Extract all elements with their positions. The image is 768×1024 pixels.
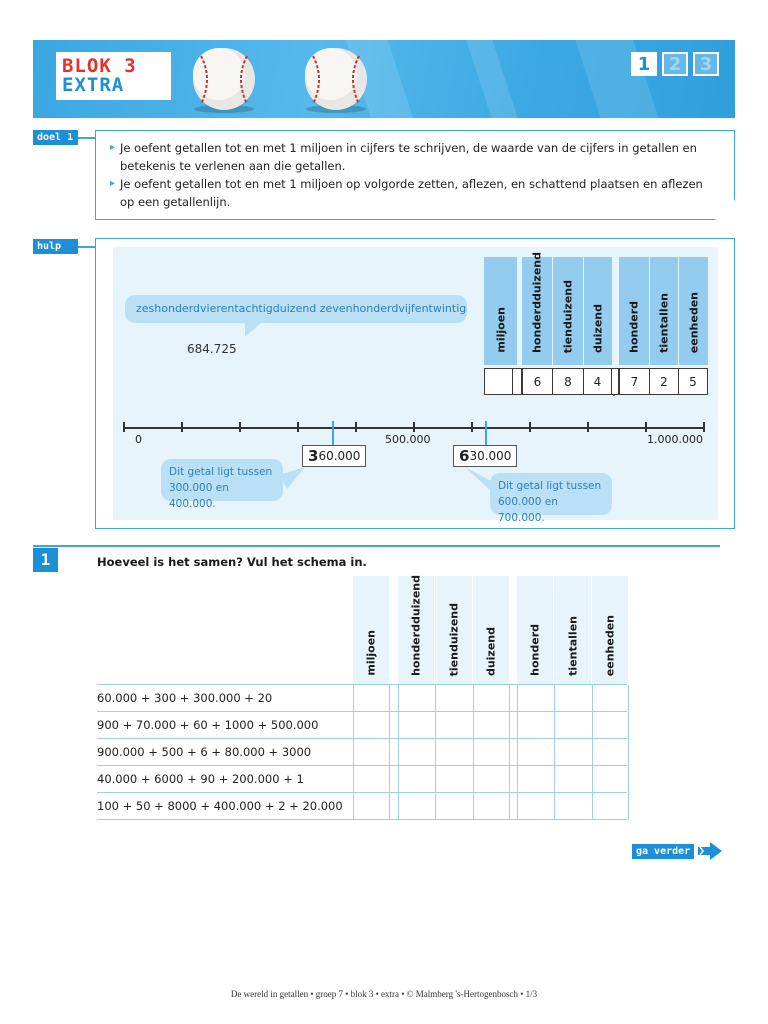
ex-column-header xyxy=(435,576,472,684)
row-expression: 100 + 50 + 8000 + 400.000 + 2 + 20.000 xyxy=(97,799,343,813)
answer-cell[interactable] xyxy=(474,766,509,792)
pv-cell: 4 xyxy=(584,368,612,395)
answer-cell[interactable] xyxy=(593,685,628,711)
ex-column-header xyxy=(398,576,434,684)
marker-rest-digits: 30.000 xyxy=(469,449,512,463)
ex-label-tientallen: tientallen xyxy=(566,616,579,676)
table-row xyxy=(97,793,627,820)
doel-connector xyxy=(78,137,95,139)
answer-cell-border xyxy=(509,766,510,793)
answer-cell-border xyxy=(509,685,510,712)
note-text: Dit getal ligt tussen 300.000 en 400.000. xyxy=(169,466,273,510)
number-line-tick xyxy=(297,422,299,432)
answer-cell-border xyxy=(628,793,629,820)
number-line-tick xyxy=(645,422,647,432)
answer-cell[interactable] xyxy=(354,739,389,765)
level-2: 2 xyxy=(662,52,688,76)
row-expression: 900.000 + 500 + 6 + 80.000 + 3000 xyxy=(97,745,312,759)
table-row xyxy=(97,766,627,793)
doel-box xyxy=(95,130,735,220)
pv-cell: 8 xyxy=(553,368,584,395)
ex-column-header xyxy=(473,576,509,684)
answer-cell-border xyxy=(509,739,510,766)
row-expression: 900 + 70.000 + 60 + 1000 + 500.000 xyxy=(97,718,319,732)
number-line-label-1000000: 1.000.000 xyxy=(647,433,703,446)
doel-item: ▸ Je oefent getallen tot en met 1 miljoen op volgorde zetten, aflezen, en schattend plaatsen en aflezen op een getallenlijn. xyxy=(110,175,710,211)
number-line-tick xyxy=(355,422,357,432)
answer-cell[interactable] xyxy=(593,712,628,738)
number-line-label-500000: 500.000 xyxy=(385,433,431,446)
answer-cell-border xyxy=(389,685,390,712)
level-1: 1 xyxy=(631,52,657,76)
answer-cell[interactable] xyxy=(436,712,473,738)
next-label: ga verder xyxy=(632,844,694,859)
pv-column-header xyxy=(679,257,708,365)
level-3: 3 xyxy=(693,52,719,76)
marker-value-box xyxy=(453,445,517,467)
pv-label-honderd: honderd xyxy=(627,301,641,353)
number-line-tick xyxy=(181,422,183,432)
blok-subtitle: EXTRA xyxy=(62,74,125,96)
answer-cell[interactable] xyxy=(354,793,389,819)
number-line-label-0: 0 xyxy=(135,433,142,446)
baseball-icon xyxy=(295,44,377,114)
hulp-box xyxy=(95,238,735,529)
ex-column-header xyxy=(353,576,389,684)
answer-cell-border xyxy=(389,712,390,739)
answer-cell[interactable] xyxy=(593,766,628,792)
bubble-tail xyxy=(245,323,261,337)
answer-cell-border xyxy=(389,739,390,766)
hulp-tag: hulp xyxy=(33,239,78,254)
table-row xyxy=(97,685,627,712)
answer-cell[interactable] xyxy=(399,685,435,711)
ex-column-header xyxy=(517,576,553,684)
answer-cell-border xyxy=(389,793,390,820)
word-bubble-text: zeshonderdvierentachtigduizend zevenhonderdvijfentwintig xyxy=(136,302,467,315)
answer-cell[interactable] xyxy=(436,739,473,765)
answer-cell[interactable] xyxy=(593,793,628,819)
exercise-number: 1 xyxy=(33,548,58,572)
answer-cell[interactable] xyxy=(474,712,509,738)
answer-cell[interactable] xyxy=(593,739,628,765)
answer-cell[interactable] xyxy=(555,739,592,765)
doel-tag: doel 1 xyxy=(33,130,78,145)
doel-list xyxy=(110,139,710,211)
pv-cell: 6 xyxy=(522,368,553,395)
answer-cell[interactable] xyxy=(474,793,509,819)
answer-cell[interactable] xyxy=(518,793,554,819)
pv-column-header xyxy=(650,257,678,365)
pv-column-header xyxy=(619,257,649,365)
answer-cell[interactable] xyxy=(474,739,509,765)
level-indicator xyxy=(631,52,719,76)
answer-cell-border xyxy=(628,712,629,739)
pv-cell-spacer xyxy=(513,368,522,395)
bubble-tail xyxy=(279,467,309,491)
answer-cell[interactable] xyxy=(399,712,435,738)
pv-label-tienduizend: tienduizend xyxy=(561,279,575,353)
answer-cell-border xyxy=(628,739,629,766)
row-expression: 60.000 + 300 + 300.000 + 20 xyxy=(97,691,273,705)
answer-cell[interactable] xyxy=(555,766,592,792)
answer-cell[interactable] xyxy=(399,793,435,819)
pv-label-duizend: duizend xyxy=(591,303,605,353)
marker-bold-digit: 3 xyxy=(308,447,319,465)
header-banner xyxy=(33,40,735,118)
pv-column-header xyxy=(553,257,583,365)
answer-cell[interactable] xyxy=(474,685,509,711)
baseball-icon xyxy=(183,44,265,114)
answer-cell[interactable] xyxy=(555,685,592,711)
next-page-button[interactable] xyxy=(632,842,722,860)
answer-cell[interactable] xyxy=(399,739,435,765)
blok-badge xyxy=(56,52,171,100)
pv-column-header xyxy=(522,252,552,365)
ex-label-miljoen: miljoen xyxy=(364,630,378,676)
doel-item: ▸ Je oefent getallen tot en met 1 miljoen in cijfers te schrijven, de waarde van de cijfers in getallen en betekenis te verlenen aan die getallen. xyxy=(110,139,710,175)
marker-bold-digit: 6 xyxy=(459,447,470,465)
marker-line xyxy=(485,421,487,446)
number-line-tick xyxy=(587,422,589,432)
answer-cell[interactable] xyxy=(354,685,389,711)
pv-column-header xyxy=(584,257,612,365)
pv-column-header xyxy=(484,257,517,365)
table-row xyxy=(97,712,627,739)
note-bubble xyxy=(490,473,612,524)
corner-cut xyxy=(714,199,736,221)
banner-streak xyxy=(459,40,532,118)
answer-cell[interactable] xyxy=(555,712,592,738)
answer-cell[interactable] xyxy=(518,739,554,765)
word-bubble xyxy=(125,295,467,323)
pv-label-tientallen: tientallen xyxy=(657,293,671,353)
pv-label-eenheden: eenheden xyxy=(687,291,700,353)
pv-cell: 2 xyxy=(650,368,679,395)
exercise-question: Hoeveel is het samen? Vul het schema in. xyxy=(97,555,367,569)
blok-title: BLOK 3 xyxy=(62,55,137,77)
note-text: Dit getal ligt tussen 600.000 en 700.000. xyxy=(498,480,602,524)
answer-cell-border xyxy=(628,766,629,793)
answer-cell[interactable] xyxy=(555,793,592,819)
table-row xyxy=(97,739,627,766)
bubble-tail xyxy=(463,467,493,491)
ex-label-honderdduizend: honderdduizend xyxy=(409,575,423,676)
marker-line xyxy=(332,421,334,446)
ex-column-header xyxy=(592,576,628,684)
answer-cell[interactable] xyxy=(518,712,554,738)
pv-label-honderdduizend: honderdduizend xyxy=(530,252,544,353)
number-line-tick xyxy=(471,422,473,432)
exercise-divider xyxy=(33,545,720,547)
hulp-connector xyxy=(78,246,95,248)
answer-cell[interactable] xyxy=(436,766,473,792)
arrow-right-icon xyxy=(698,842,722,860)
example-number: 684.725 xyxy=(187,342,237,356)
ex-column-header xyxy=(554,576,591,684)
number-line-tick xyxy=(703,422,705,432)
answer-cell-border xyxy=(509,712,510,739)
thousands-dot: . xyxy=(612,385,616,399)
ex-label-duizend: duizend xyxy=(484,626,498,676)
pv-cell: 5 xyxy=(679,368,708,395)
answer-cell[interactable] xyxy=(354,766,389,792)
ex-label-eenheden: eenheden xyxy=(603,614,617,676)
pv-cell xyxy=(484,368,513,395)
marker-value-box xyxy=(302,445,366,467)
answer-cell[interactable] xyxy=(399,766,435,792)
row-expression: 40.000 + 6000 + 90 + 200.000 + 1 xyxy=(97,772,304,786)
pv-label-miljoen: miljoen xyxy=(494,307,507,353)
answer-cell[interactable] xyxy=(436,793,473,819)
answer-cell[interactable] xyxy=(436,685,473,711)
marker-rest-digits: 60.000 xyxy=(318,449,361,463)
page-footer: De wereld in getallen • groep 7 • blok 3 • extra • © Malmberg 's-Hertogenbosch • 1/3 xyxy=(230,989,538,999)
answer-cell-border xyxy=(509,793,510,820)
answer-cell[interactable] xyxy=(518,685,554,711)
answer-cell[interactable] xyxy=(518,766,554,792)
number-line-tick xyxy=(123,422,125,432)
hulp-panel xyxy=(113,247,718,524)
number-line-tick xyxy=(239,422,241,432)
ex-label-honderd: honderd xyxy=(528,624,542,676)
pv-cell: 7 xyxy=(619,368,650,395)
answer-cell-border xyxy=(389,766,390,793)
ex-label-tienduizend: tienduizend xyxy=(447,602,460,676)
answer-cell[interactable] xyxy=(354,712,389,738)
number-line-tick xyxy=(413,422,415,432)
answer-cell-border xyxy=(628,685,629,712)
number-line-tick xyxy=(529,422,531,432)
note-bubble xyxy=(161,459,283,510)
